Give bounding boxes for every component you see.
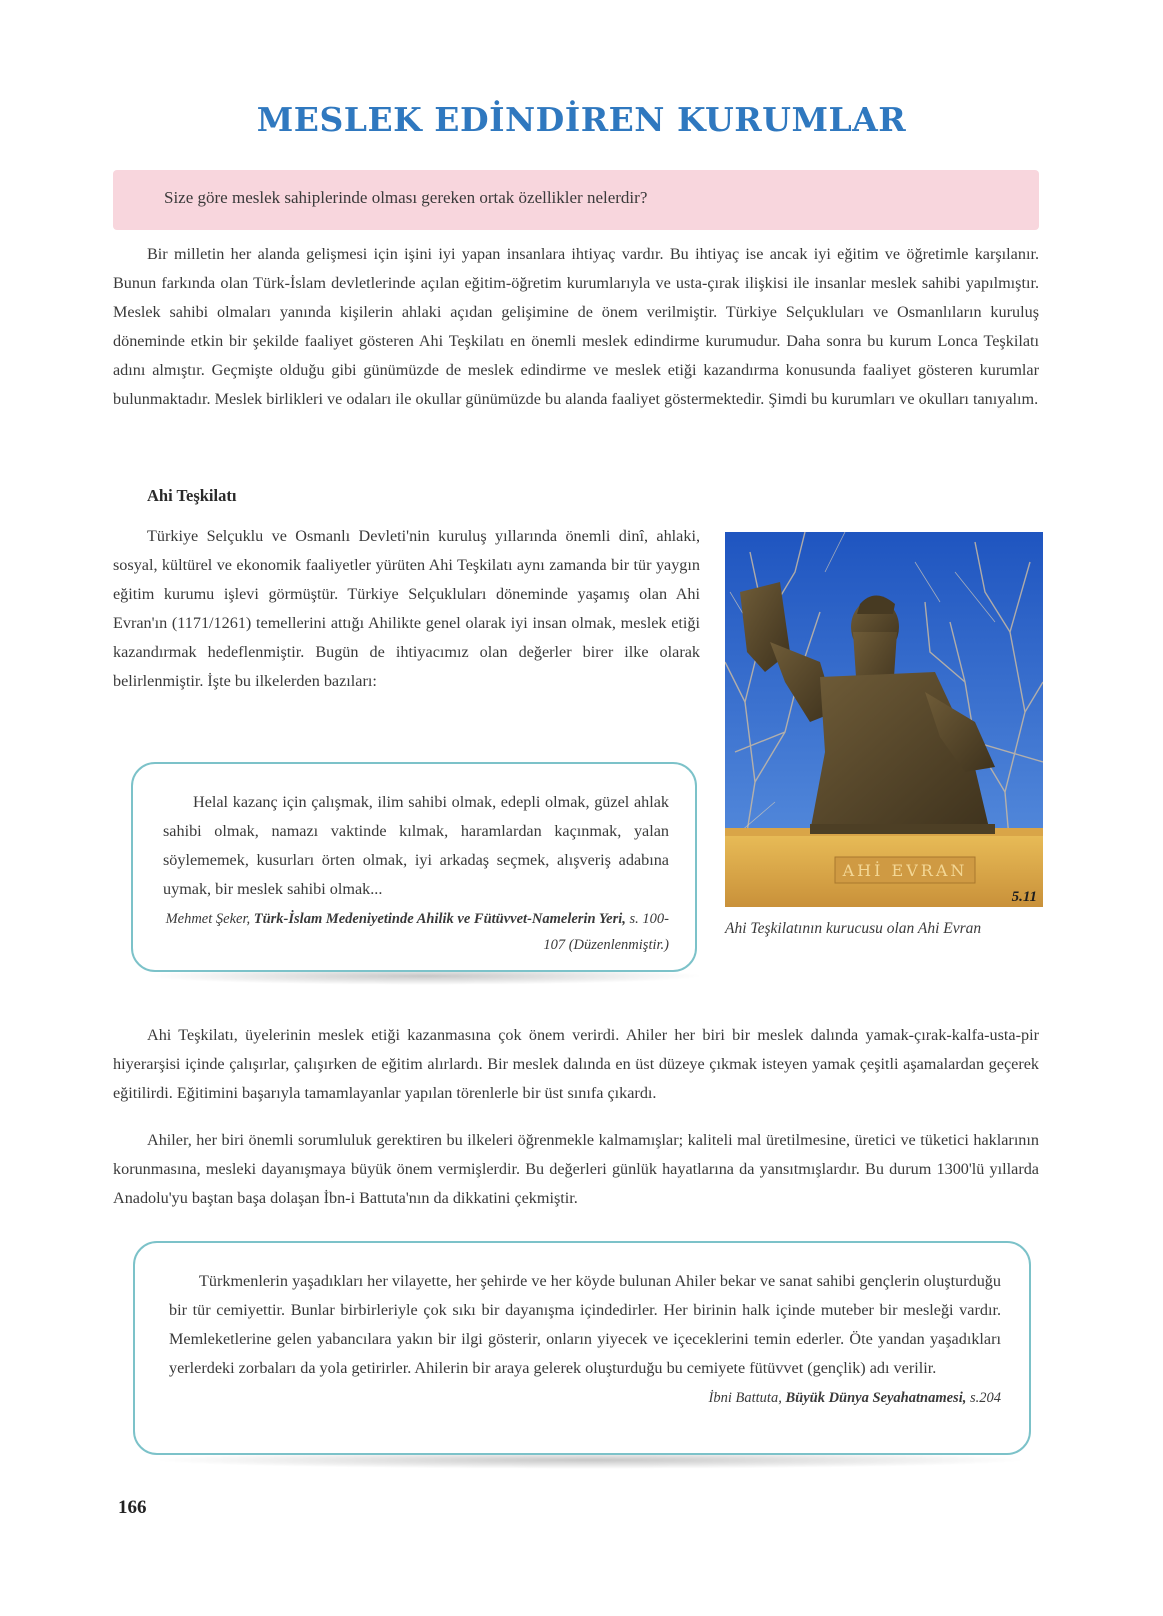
quote-box-2 <box>133 1241 1031 1455</box>
paragraph-4: Ahiler, her biri önemli sorumluluk gerektiren bu ilkeleri öğrenmekle kalmamışlar; kaliteli mal üretilmesine, üretici ve tüketici haklarının korunmasına, mesleki dayanışmaya büyük önem vermişlerdir. Bu değerleri günlük hayatlarına da yansıtmışlardır. Bu durum 1300'lü yıllarda Anadolu'yu baştan başa dolaşan İbn-i Battuta'nın da dikkatini çekmiştir. <box>113 1131 1039 1207</box>
section-heading: Ahi Teşkilatı <box>147 486 237 505</box>
statue-plaque-text: AHİ EVRAN <box>842 861 968 880</box>
quote-1-source <box>163 906 669 958</box>
quote-1-author: Mehmet Şeker, <box>165 911 251 927</box>
statue-illustration <box>725 532 1043 907</box>
figure-caption: Ahi Teşkilatının kurucusu olan Ahi Evran <box>725 920 982 937</box>
quote-1-pages: s. 100-107 (Düzenlenmiştir.) <box>543 911 669 953</box>
section-paragraph: Türkiye Selçuklu ve Osmanlı Devleti'nin kuruluş yıllarında önemli dinî, ahlaki, sosyal, kültürel ve ekonomik faaliyetler yürüten Ahi Teşkilatı aynı zamanda bir tür yaygın eğitim kurumu işlevi görmüştür. Türkiye Selçukluları döneminde yaşamış olan Ahi Evran'ın (1171/1261) temellerini attığı Ahilikte genel olarak iyi insan olmak, meslek etiği kazandırmak hedeflenmiştir. Bugün de ihtiyacımız olan değerler birer ilke olarak belirlenmiştir. İşte bu ilkelerden bazıları: <box>113 527 700 690</box>
quote-2-text: Türkmenlerin yaşadıkları her vilayette, her şehirde ve her köyde bulunan Ahiler bekar ve sanat sahibi gençlerin oluşturduğu bir tür cemiyettir. Bunlar birbirleriyle çok sıkı bir dayanışma içindedirler. Her birinin halk içinde muteber bir mesleği vardır. Memleketlerine gelen yabancılara yakın bir ilgi gösterir, onların yiyecek ve içeceklerini temin ederler. Öte yandan yaşadıkları yerlerdeki zorbaları da yola getirirler. Ahilerin bir araya gelerek oluşturduğu bu cemiyete fütüvvet (gençlik) adı verilir. <box>169 1272 1001 1377</box>
quote-1-text: Helal kazanç için çalışmak, ilim sahibi olmak, edepli olmak, güzel ahlak sahibi olmak, namazı vaktinde kılmak, haramlardan kaçınmak, yalan söylememek, kusurları örten olmak, iyi arkadaş seçmek, alışveriş adabına uymak, bir meslek sahibi olmak... <box>163 793 669 898</box>
page-title: MESLEK EDİNDİREN KURUMLAR <box>256 100 907 139</box>
page-number: 166 <box>118 1497 147 1518</box>
question-text: Size göre meslek sahiplerinde olması gereken ortak özellikler nelerdir? <box>164 188 648 207</box>
ahi-evran-statue-photo <box>725 532 1043 907</box>
question-box <box>113 170 1039 230</box>
quote-2-author: İbni Battuta, <box>708 1390 782 1406</box>
intro-paragraph: Bir milletin her alanda gelişmesi için işini iyi yapan insanlara ihtiyaç vardır. Bu ihtiyaç ise ancak iyi eğitim ve öğretimle karşılanır. Bunun farkında olan Türk-İslam devletlerinde açılan eğitim-öğretim kurumlarıyla ve usta-çırak ilişkisi ile insanlar meslek sahibi yapılmıştır. Meslek sahibi olmaları yanında kişilerin ahlaki açıdan gelişimine de önem verilmiştir. Türkiye Selçukluları ve Osmanlıların kuruluş döneminde etkin bir şekilde faaliyet gösteren Ahi Teşkilatı en önemli meslek edindirme kurumudur. Daha sonra bu kurum Lonca Teşkilatı adını almıştır. Geçmişte olduğu gibi günümüzde de meslek edindirme ve meslek etiği kazandırma konusunda faaliyet gösteren kurumlar bulunmaktadır. Meslek birlikleri ve odaları ile okullar günümüzde bu alanda faaliyet göstermektedir. Şimdi bu kurumları ve okulları tanıyalım. <box>113 245 1039 408</box>
figure-number: 5.11 <box>1011 889 1037 905</box>
quote-2-work: Büyük Dünya Seyahatnamesi, <box>785 1390 967 1406</box>
quote-1-work: Türk-İslam Medeniyetinde Ahilik ve Fütüvvet-Namelerin Yeri, <box>253 911 626 927</box>
paragraph-3: Ahi Teşkilatı, üyelerinin meslek etiği kazanmasına çok önem verirdi. Ahiler her biri bir meslek dalında yamak-çırak-kalfa-usta-pir hiyerarşisi içinde çalışırlar, çalışırken de eğitim alırlardı. Bir meslek dalında en üst düzeye çıkmak isteyen yamak çeşitli aşamalardan geçerek eğitilirdi. Eğitimini başarıyla tamamlayanlar yapılan törenlerle bir üst sınıfa çıkardı. <box>113 1026 1039 1102</box>
quote-2-source <box>169 1385 1001 1411</box>
quote-box-1 <box>131 762 697 972</box>
quote-2-pages: s.204 <box>969 1390 1001 1406</box>
